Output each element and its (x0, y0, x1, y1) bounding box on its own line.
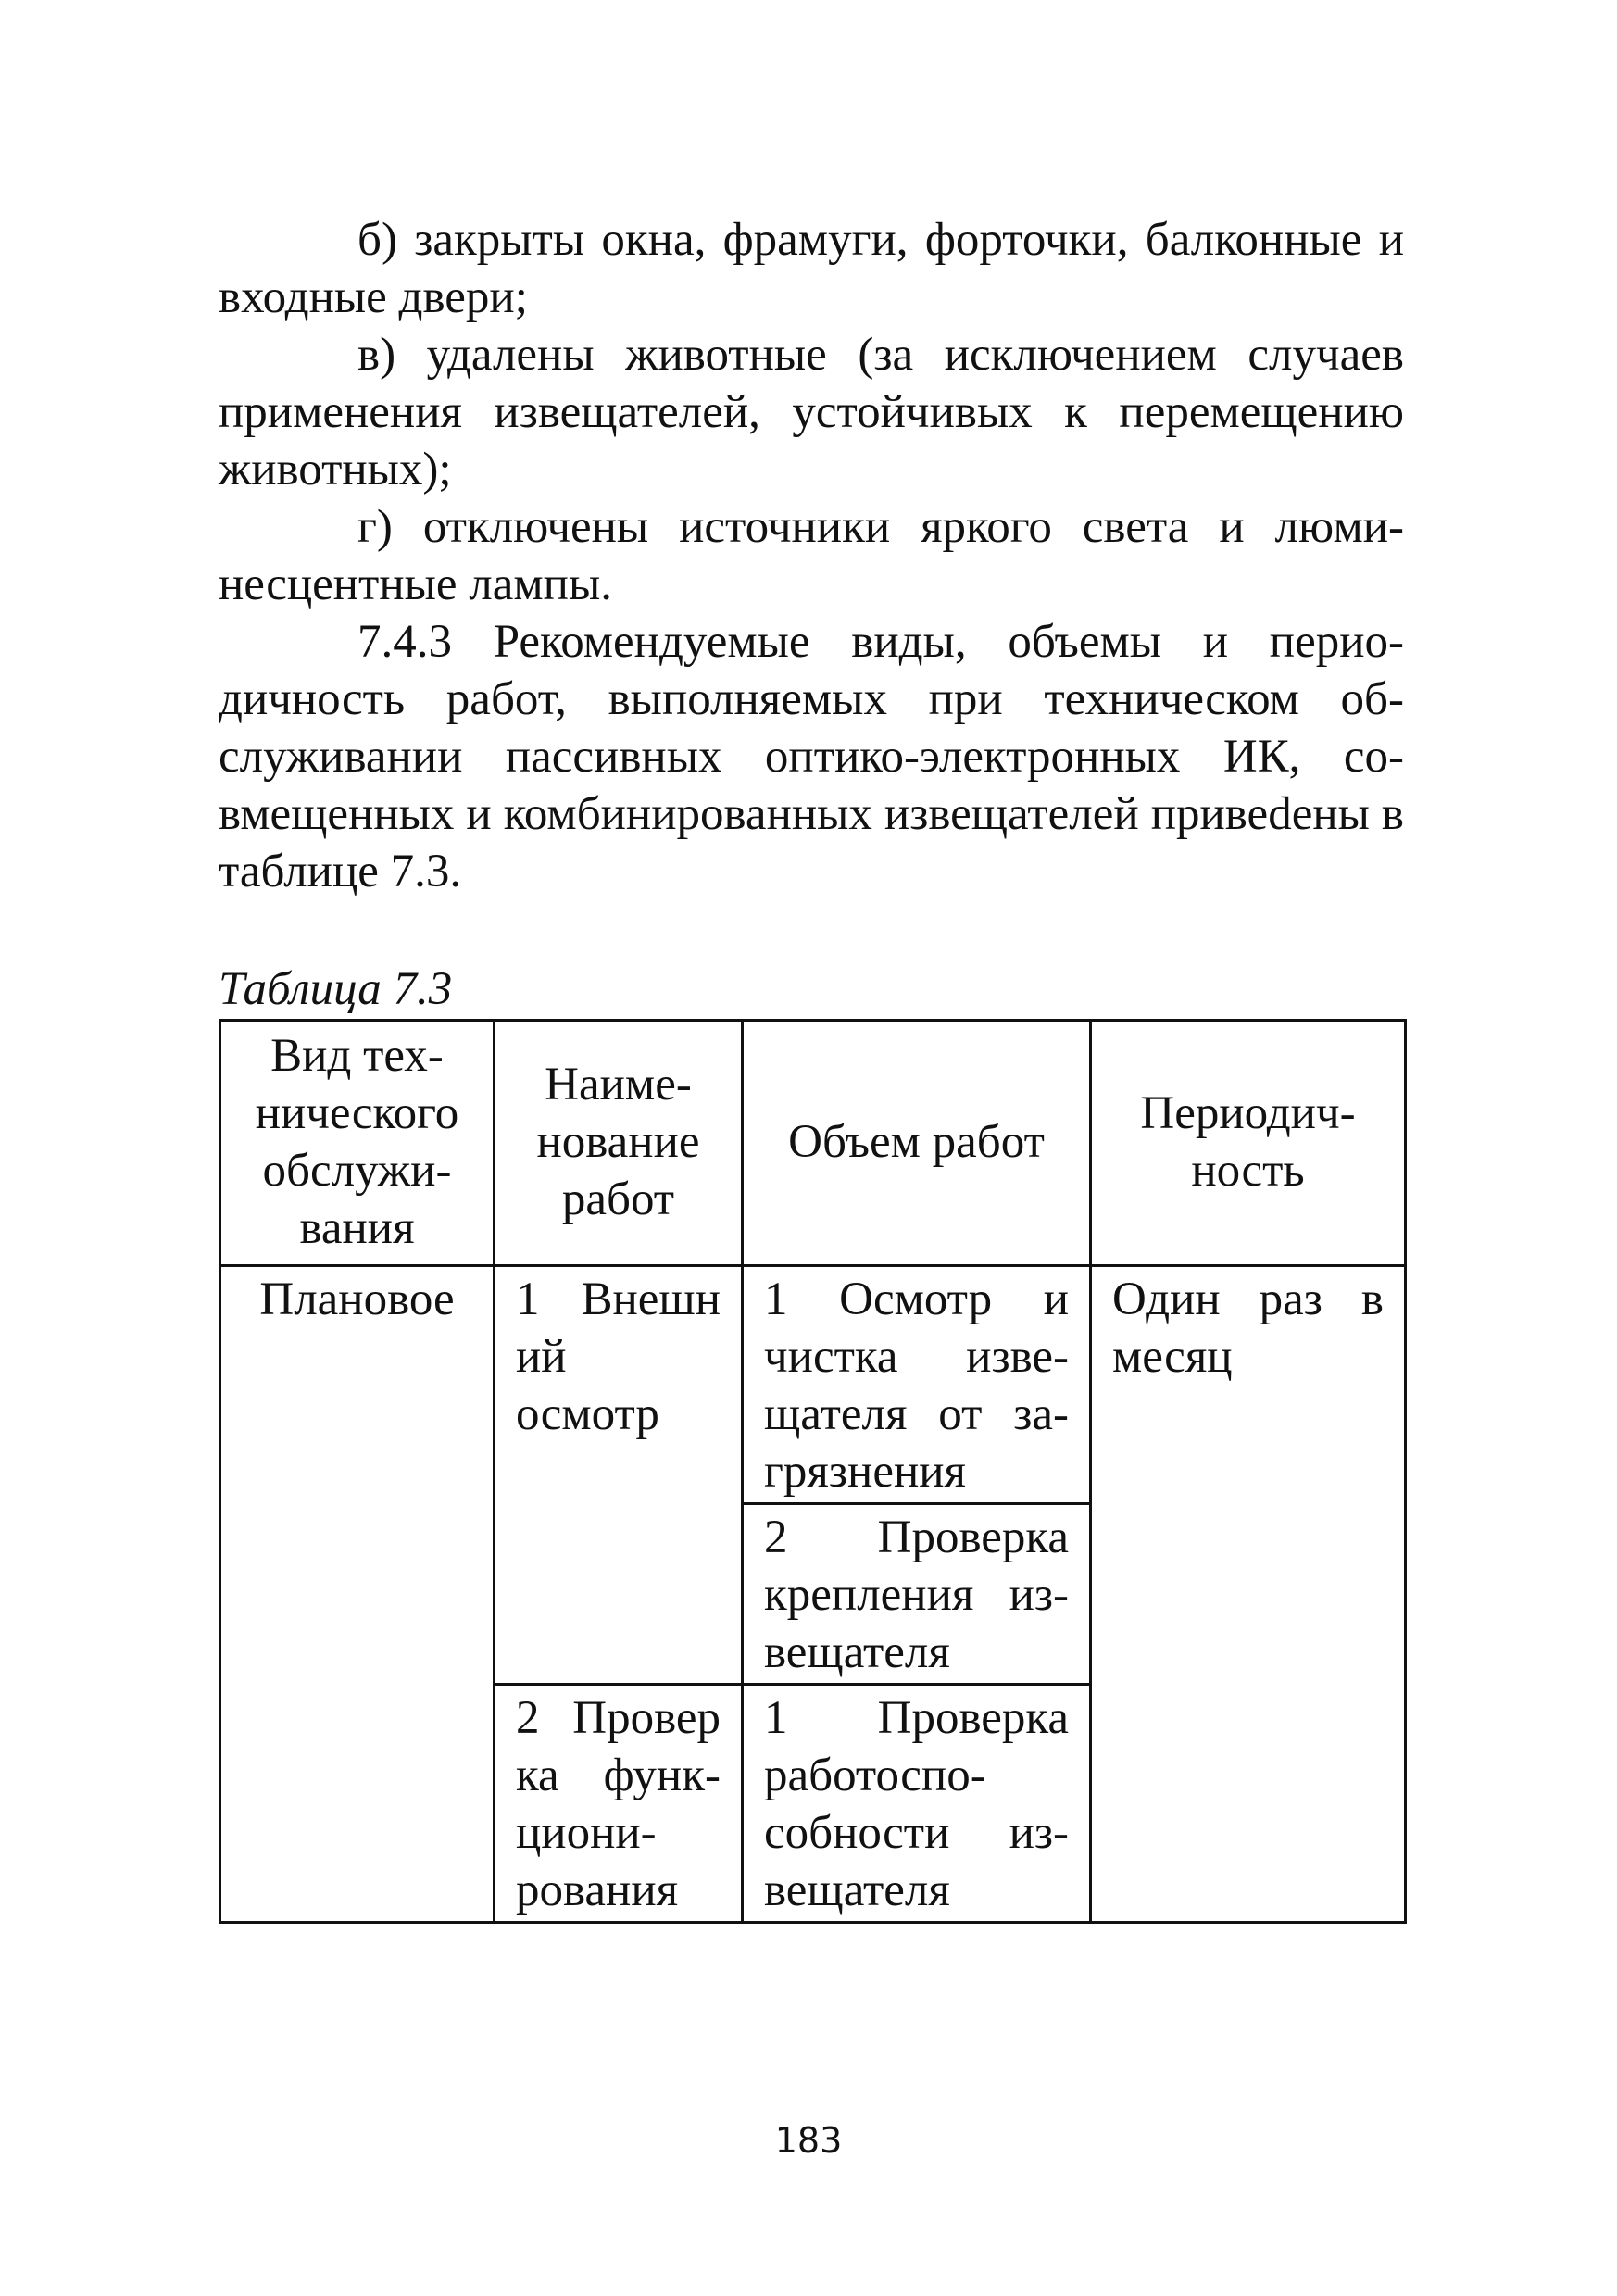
header-work-name: Наименование работ (495, 1021, 743, 1266)
cell-maintenance-type: Плановое (220, 1266, 495, 1923)
table-header-row (220, 1021, 1406, 1266)
cell-work-1-scope-1: 1 Осмотр и чистка извещателя от загрязнения (743, 1266, 1091, 1504)
paragraph-item-b: б) закрыты окна, фрамуги, форточки, балконные и входные двери; (219, 214, 1404, 323)
header-work-scope: Объем работ (743, 1021, 1091, 1266)
table-caption: Таблица 7.3 (219, 963, 453, 1015)
cell-periodicity: Один раз в месяц (1091, 1266, 1406, 1923)
paragraph-item-g: г) отключены источники яркого света и люминесцентные лампы. (219, 501, 1404, 610)
paragraph-item-v: в) удалены животные (за исключением случаев применения извещателей, устойчивых к перемещению животных); (219, 329, 1404, 496)
page-number: 183 (774, 2120, 843, 2161)
body-text (219, 211, 1404, 900)
paragraph-7-4-3: 7.4.3 Рекомендуемые виды, объемы и периодичность работ, выполняемых при техническом обслуживании пассивных оптико-электронных ИК, совмещенных и комбинированных извещателей привеdены в таблице 7.3. (219, 616, 1404, 897)
header-maintenance-type: Вид технического обслуживания (220, 1021, 495, 1266)
cell-work-2-scope-1: 1 Проверка работоспособности извещателя (743, 1685, 1091, 1923)
cell-work-1-name: 1 Внешн ий осмотр (495, 1266, 743, 1685)
table-row (220, 1266, 1406, 1504)
header-periodicity: Периодичность (1091, 1021, 1406, 1266)
cell-work-1-scope-2: 2 Проверка крепления извещателя (743, 1504, 1091, 1685)
maintenance-table (219, 1019, 1407, 1924)
cell-work-2-name: 2 Провер ка функционирования (495, 1685, 743, 1923)
